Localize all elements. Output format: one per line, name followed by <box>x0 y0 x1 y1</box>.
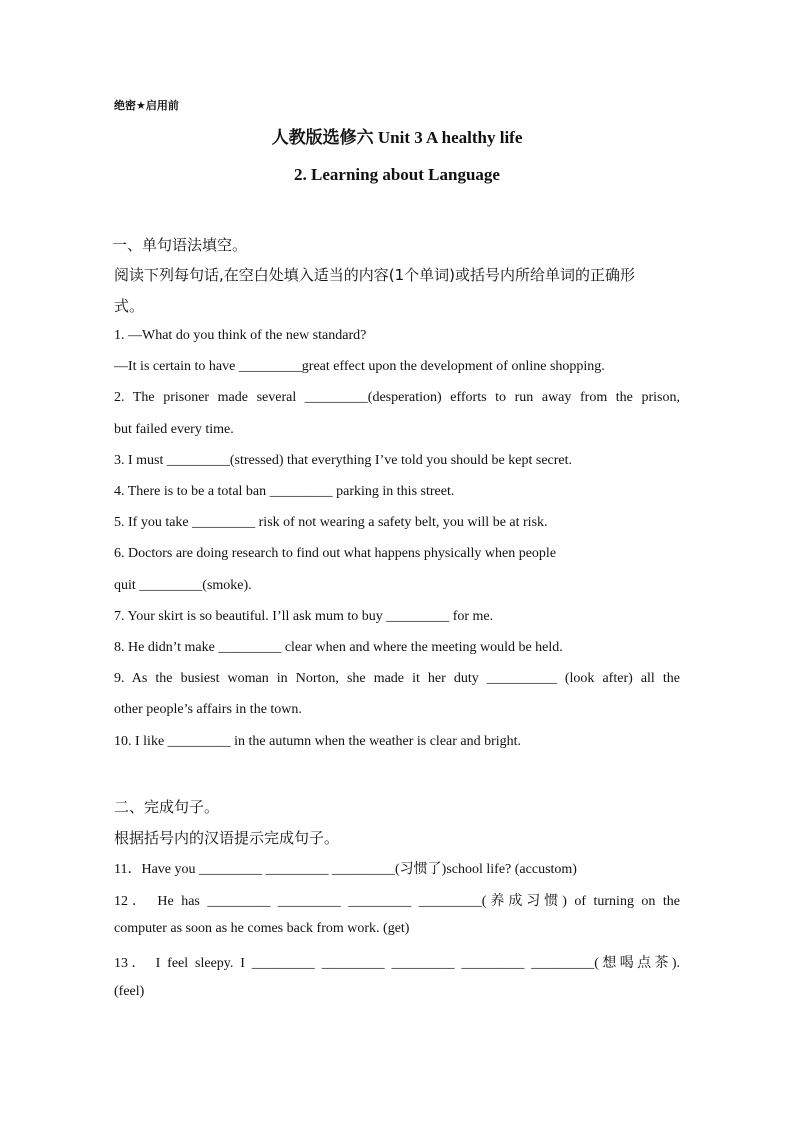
question-line: 11．Have you _________ _________ _________(习惯了)school life? (accustom) <box>114 862 577 877</box>
section2-instruction: 根据括号内的汉语提示完成句子。 <box>114 829 340 847</box>
question-line: quit _________(smoke). <box>114 578 252 593</box>
question-line: 12． He has _________ _________ _________ _________(养成习惯) of turning on the <box>114 894 680 909</box>
question-line: —It is certain to have _________great effect upon the development of online shopping. <box>114 359 605 374</box>
question-line: other people’s affairs in the town. <box>114 702 302 717</box>
confidential-label: 绝密★启用前 <box>114 99 179 112</box>
question-line: (feel) <box>114 984 145 999</box>
question-line: 1. —What do you think of the new standard? <box>114 328 367 343</box>
question-line: computer as soon as he comes back from work. (get) <box>114 921 410 936</box>
section1-heading: 一、单句语法填空。 <box>112 236 248 254</box>
question-line: 10. I like _________ in the autumn when the weather is clear and bright. <box>114 734 522 749</box>
question-line: 4. There is to be a total ban _________ parking in this street. <box>114 484 455 499</box>
document-title: 人教版选修六 Unit 3 A healthy life <box>271 128 523 147</box>
section1-instruction-line1: 阅读下列每句话,在空白处填入适当的内容(1个单词)或括号内所给单词的正确形 <box>114 266 636 284</box>
question-line: 9. As the busiest woman in Norton, she made it her duty __________ (look after) all the <box>114 671 680 686</box>
question-line: 8. He didn’t make _________ clear when and where the meeting would be held. <box>114 640 563 655</box>
section1-instruction-line2: 式。 <box>114 297 145 315</box>
question-line: but failed every time. <box>114 422 234 437</box>
question-line: 3. I must _________(stressed) that everything I’ve told you should be kept secret. <box>114 453 573 468</box>
question-line: 6. Doctors are doing research to find out what happens physically when people <box>114 546 557 561</box>
section2-heading: 二、完成句子。 <box>114 798 220 816</box>
question-line: 5. If you take _________ risk of not wearing a safety belt, you will be at risk. <box>114 515 548 530</box>
document-subtitle: 2. Learning about Language <box>294 165 500 184</box>
question-line: 13． I feel sleepy. I _________ _________ _________ _________ _________(想喝点茶). <box>114 956 680 971</box>
question-line: 2. The prisoner made several _________(desperation) efforts to run away from the prison, <box>114 390 680 405</box>
question-line: 7. Your skirt is so beautiful. I’ll ask mum to buy _________ for me. <box>114 609 494 624</box>
